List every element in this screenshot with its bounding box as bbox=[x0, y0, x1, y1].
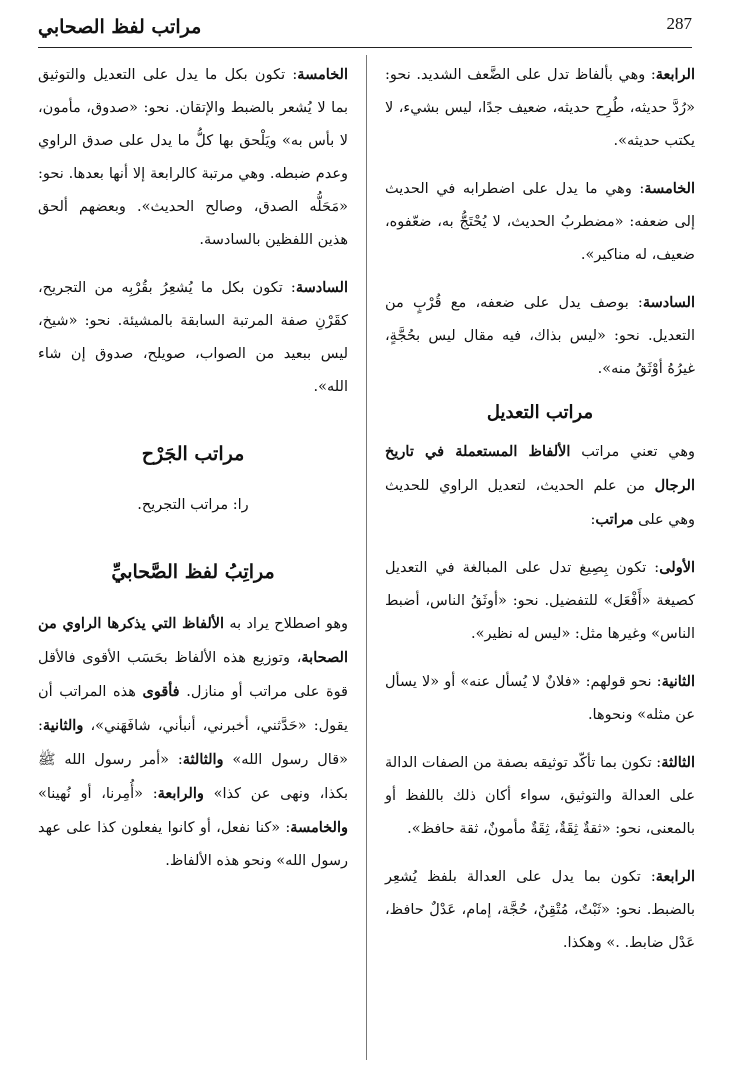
entry-text: هذه المراتب أن يقول: «حَدَّثني، أخبرني، أنبأني، شافَهَني»، bbox=[38, 684, 348, 734]
entry-label: الثالثة bbox=[661, 754, 695, 771]
entry-text: : «قال رسول الله» bbox=[38, 718, 348, 768]
entry-text: : بوصف يدل على ضعفه، مع قُرْبٍ من التعديل. نحو: «ليس بذاك، فيه مقال ليس بحُجَّةٍ، غيرُهُ أوْثَقُ منه». bbox=[385, 295, 695, 377]
entry-bold: والثانية bbox=[42, 717, 84, 734]
heading-ta-dil: مراتب التعديل bbox=[486, 402, 594, 423]
intro-text: وهي تعني مراتب bbox=[570, 444, 696, 460]
entry-text: : تكون بما يدل على العدالة بلفظ يُشعِر بالضبط. نحو: «ثَبْتٌ، مُتْقِنٌ، حُجَّة، إمام، عَدْلٌ حافظ، عَدْل ضابط. .» وهكذا. bbox=[385, 869, 695, 951]
heading-sahabi: مراتِبُ لفظ الصَّحابيِّ bbox=[111, 561, 275, 583]
entry-sadisa-ta-dil bbox=[38, 271, 348, 404]
entry-text: : «أمر رسول الله ﷺ بكذا، ونهى عن كذا» bbox=[38, 752, 348, 802]
intro-bold: مراتب bbox=[595, 511, 634, 528]
entry-khamisa-ta-dil bbox=[38, 58, 348, 257]
entry-label: الخامسة bbox=[297, 66, 348, 83]
entry-label: السادسة bbox=[295, 279, 348, 296]
entry-text: : تكون بكل ما يُشعِرُ بقُرْبِه من التجريح، كقَرْنِ صفة المرتبة السابقة بالمشيئة. نحو: «شيخ، ليس ببعيد من الصواب، صويلح، صدوق إن شاء الله». bbox=[38, 280, 348, 395]
left-column bbox=[38, 58, 348, 884]
intro-text: : bbox=[590, 512, 596, 528]
header-rule bbox=[38, 47, 692, 48]
entry-bold: فأقوى bbox=[142, 683, 180, 700]
right-column bbox=[385, 58, 695, 966]
running-title: مراتب لفظ الصحابي bbox=[38, 16, 202, 38]
entry-label: الرابعة bbox=[655, 66, 695, 83]
entry-khamisa-jarh bbox=[385, 172, 695, 272]
entry-text: : تكون بِصِيغ تدل على المبالغة في التعديل كصيغة «أَفْعَل» للتفضيل. نحو: «أوثَقُ الناس، أضبط الناس» وغيرها مثل: «ليس له نظير». bbox=[385, 560, 695, 642]
entry-rabi-a-ta-dil bbox=[385, 860, 695, 960]
entry-text: : وهي ما يدل على اضطرابه في الحديث إلى ضعفه: «مضطربُ الحديث، لا يُحْتَجُّ به، ضعّفوه، ضعيف، له مناكير». bbox=[385, 181, 695, 263]
page-header bbox=[38, 12, 692, 48]
heading-jarh: مراتب الجَرْح bbox=[141, 443, 245, 465]
entry-ula bbox=[385, 551, 695, 651]
cross-reference: را: مراتب التجريح. bbox=[137, 497, 249, 513]
entry-sahabi bbox=[38, 607, 348, 878]
entry-label: السادسة bbox=[642, 294, 695, 311]
entry-text: : نحو قولهم: «فلانٌ لا يُسأل عنه» أو «لا يسأل عن مثله» ونحوها. bbox=[385, 674, 695, 723]
intro-ta-dil bbox=[385, 435, 695, 537]
entry-label: الثانية bbox=[661, 673, 695, 690]
entry-sadisa-jarh bbox=[385, 286, 695, 386]
entry-text: : تكون بما تأكّد توثيقه بصفة من الصفات الدالة على العدالة والتوثيق، سواء أكان ذلك باللفظ أو بالمعنى، نحو: «ثقةٌ ثِقَةٌ، ثِقَةٌ مأمونٌ، ثقة حافظ». bbox=[385, 755, 695, 837]
entry-text: : وهي بألفاظ تدل على الضَّعف الشديد. نحو: «رُدَّ حديثه، طُرِح حديثه، ضعيف جدًا، ليس بشيء، لا يكتب حديثه». bbox=[385, 67, 695, 149]
entry-text: ، وتوزيع هذه الألفاظ بحَسَب الأقوى فالأقل قوة على مراتب أو منازل. bbox=[38, 650, 348, 700]
entry-text: : تكون بكل ما يدل على التعديل والتوثيق بما لا يُشعر بالضبط والإتقان. نحو: «صدوق، مأمون، لا بأس به» ويَلْحق بها كلُّ ما يدل على صدق الراوي وعدم ضبطه. وهي مرتبة كالرابعة إلا أنها بعدها. نحو: «مَحَلُّه الصدق، وصالح الحديث». وبعضهم ألحق هذين اللفظين بالسادسة. bbox=[38, 67, 348, 248]
entry-thalitha bbox=[385, 746, 695, 846]
entry-label: الرابعة bbox=[655, 868, 695, 885]
entry-text: وهو اصطلاح يراد به bbox=[224, 616, 348, 632]
intro-bold: الألفاظ المستعملة في تاريخ الرجال bbox=[385, 443, 695, 494]
entry-bold: والرابعة bbox=[157, 785, 204, 802]
entry-rabi-a-jarh bbox=[385, 58, 695, 158]
page-number: 287 bbox=[666, 14, 692, 33]
column-divider bbox=[366, 55, 367, 1060]
entry-bold: والثالثة bbox=[182, 751, 224, 768]
entry-bold: والخامسة bbox=[290, 819, 348, 836]
entry-label: الخامسة bbox=[644, 180, 695, 197]
entry-text: : «أُمِرنا، أو نُهينا» bbox=[38, 786, 158, 802]
intro-text: من علم الحديث، لتعديل الراوي للحديث وهي على bbox=[385, 478, 695, 528]
entry-label: الأولى bbox=[659, 559, 695, 576]
entry-thaniya bbox=[385, 665, 695, 732]
entry-bold: الألفاظ التي يذكرها الراوي من الصحابة bbox=[38, 615, 348, 666]
entry-text: : «كنا نفعل، أو كانوا يفعلون كذا على عهد رسول الله» ونحو هذه الألفاظ. bbox=[38, 820, 348, 869]
